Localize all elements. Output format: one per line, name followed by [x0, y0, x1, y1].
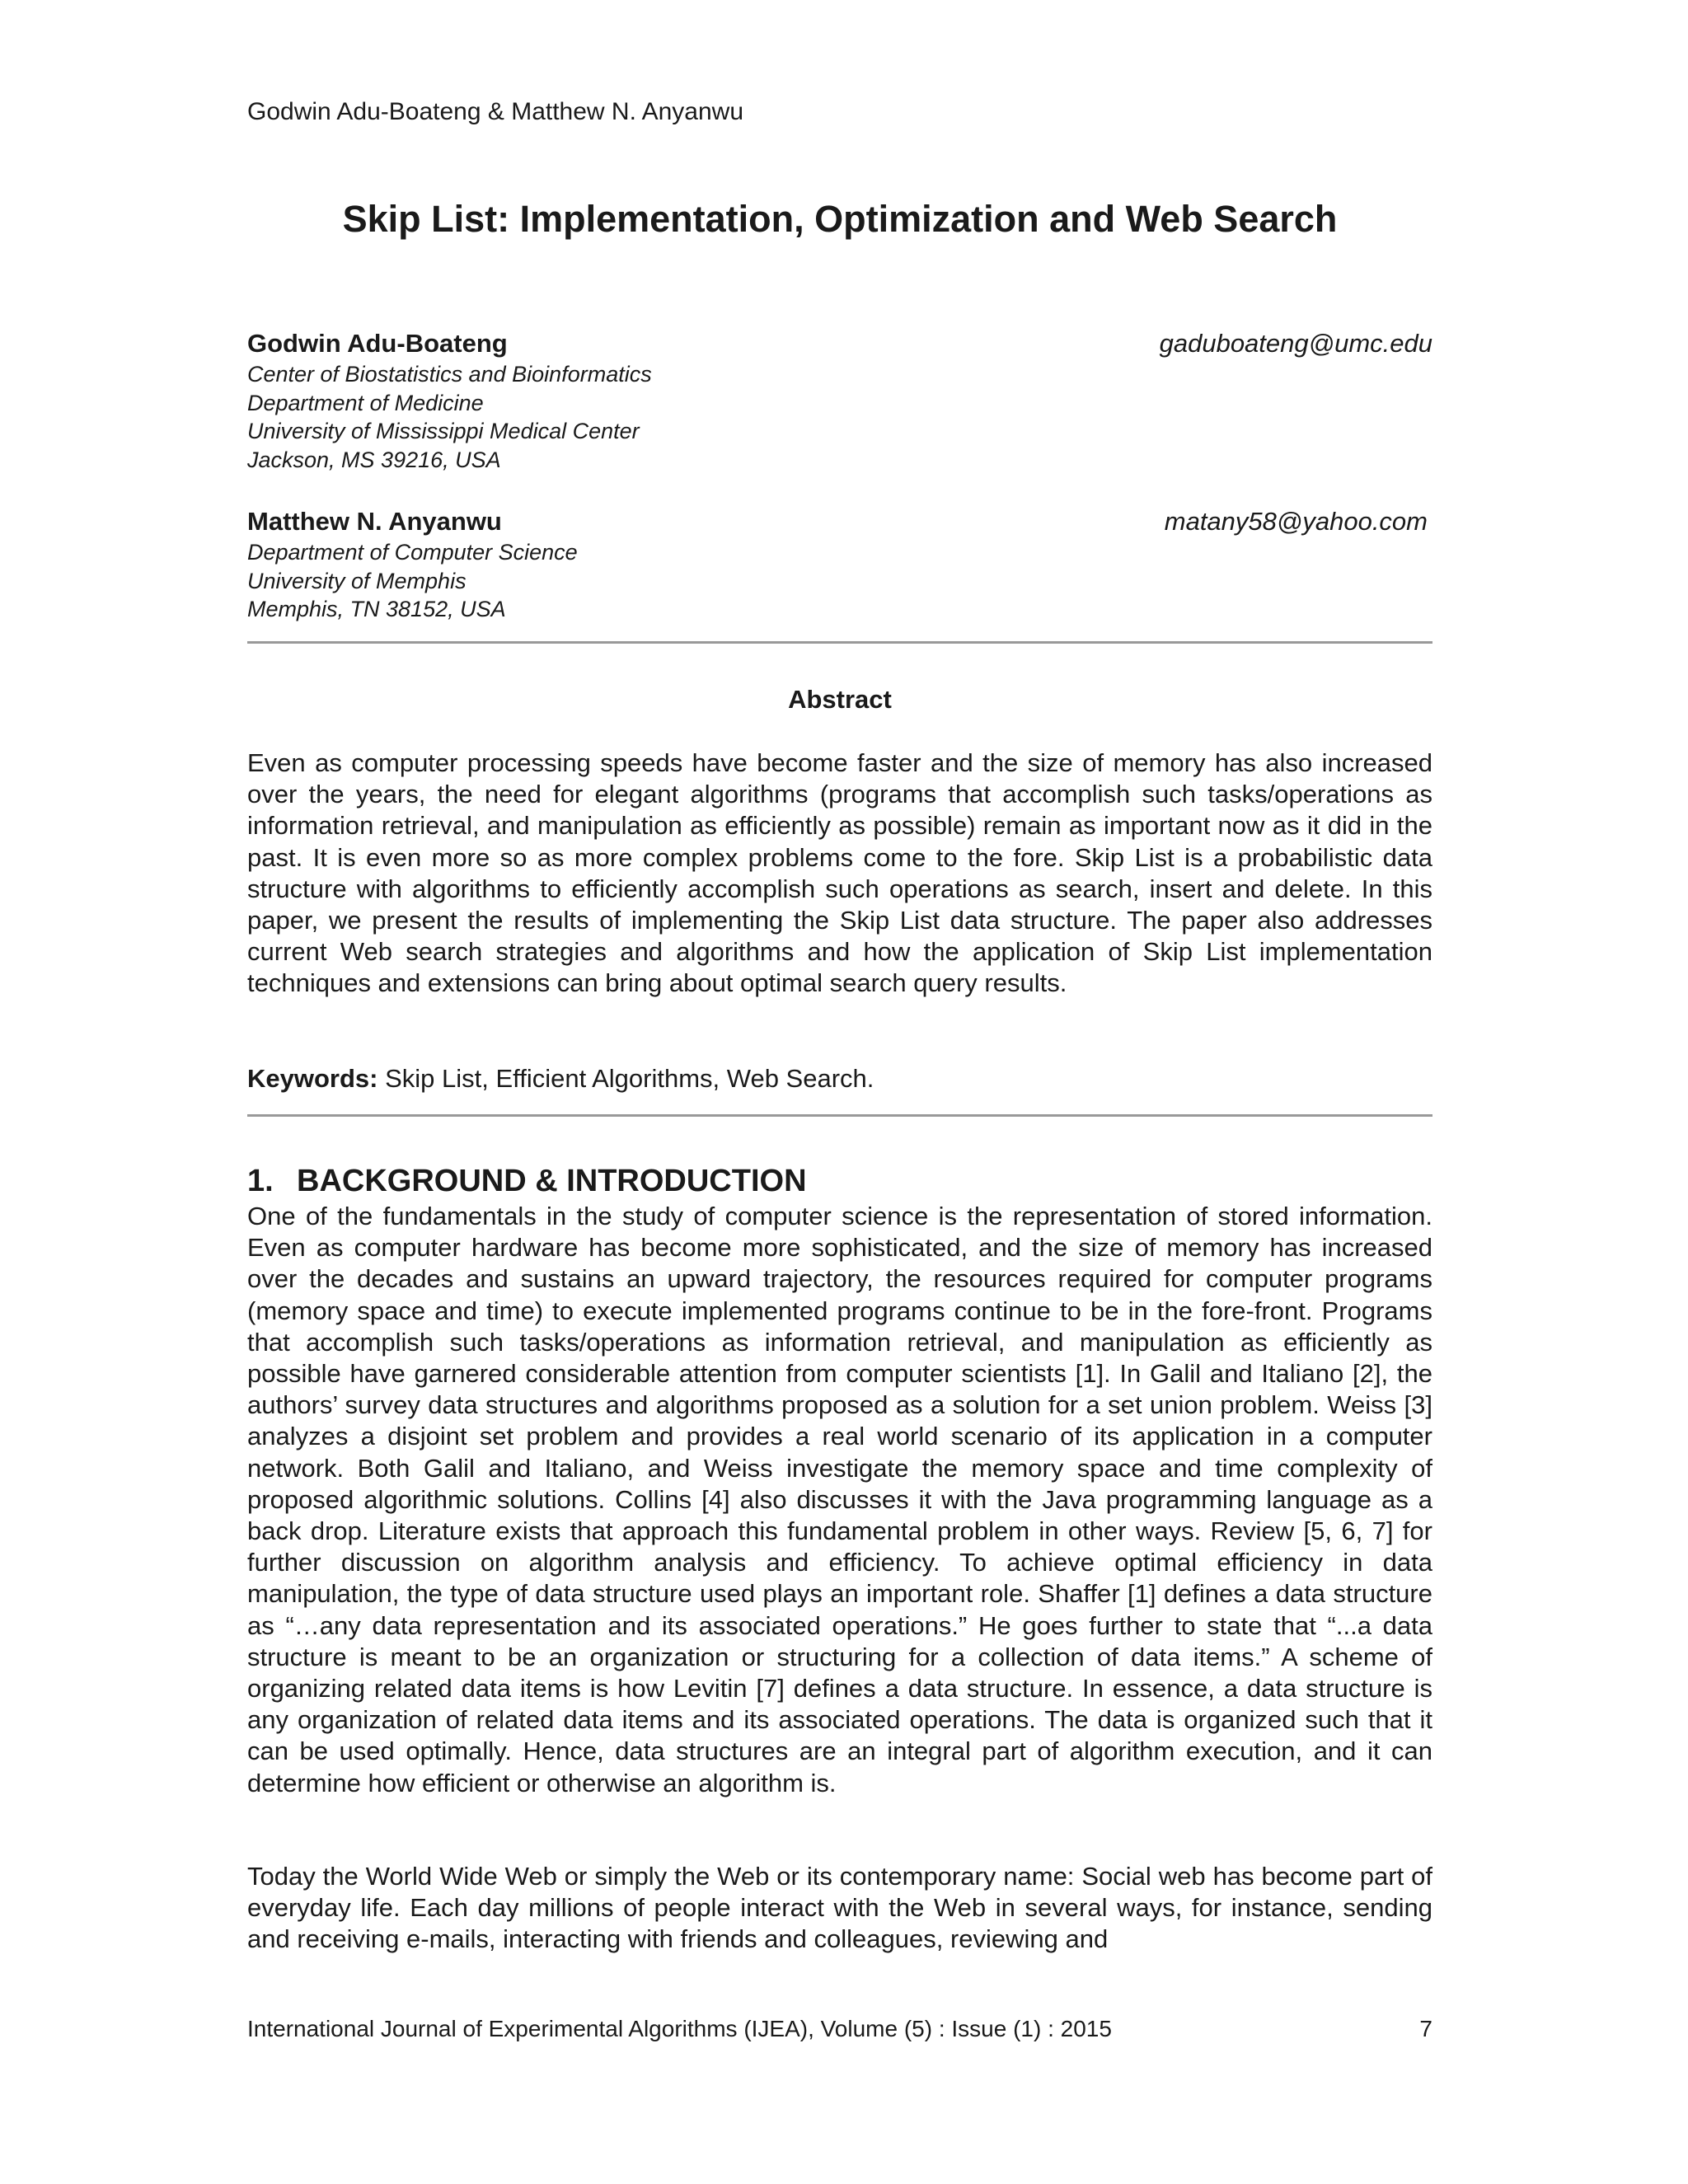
divider-rule [247, 641, 1432, 644]
author-affiliation-line: Jackson, MS 39216, USA [247, 447, 501, 472]
author-block-1 [247, 327, 1432, 474]
author-name: Godwin Adu-Boateng [247, 329, 508, 358]
author-affiliation-line: Department of Computer Science [247, 540, 578, 565]
running-header: Godwin Adu-Boateng & Matthew N. Anyanwu [247, 98, 744, 125]
section-heading [247, 1163, 807, 1199]
author-email: matany58@yahoo.com [1164, 507, 1428, 536]
author-block-2 [247, 505, 1432, 624]
paper-title: Skip List: Implementation, Optimization and Web Search [342, 198, 1338, 240]
keywords-text: Skip List, Efficient Algorithms, Web Search. [377, 1064, 874, 1093]
running-footer [247, 2015, 1432, 2043]
section-number: 1. [247, 1164, 274, 1198]
author-email: gaduboateng@umc.edu [1159, 329, 1432, 358]
author-affiliation-line: Department of Medicine [247, 390, 484, 415]
keywords-label: Keywords: [247, 1064, 378, 1093]
author-name: Matthew N. Anyanwu [247, 507, 502, 536]
author-affiliation-line: University of Mississippi Medical Center [247, 419, 640, 443]
paper-page [247, 0, 1432, 2184]
journal-citation: International Journal of Experimental Algorithms (IJEA), Volume (5) : Issue (1) : 2015 [247, 2016, 1112, 2041]
author-affiliation-line: Center of Biostatistics and Bioinformatics [247, 362, 652, 387]
body-paragraph: Today the World Wide Web or simply the Web or its contemporary name: Social web has become part of everyday life. Each day millions of people interact with the Web in several ways, for instance, sending and receiving e-mails, interacting with friends and colleagues, reviewing and [247, 1862, 1432, 1954]
abstract-body: Even as computer processing speeds have become faster and the size of memory has also increased over the years, the need for elegant algorithms (programs that accomplish such tasks/operations as information retrieval, and manipulation as efficiently as possible) remain as important now as it did in the past. It is even more so as more complex problems come to the fore. Skip List is a probabilistic data structure with algorithms to efficiently accomplish such operations as search, insert and delete. In this paper, we present the results of implementing the Skip List data structure. The paper also addresses current Web search strategies and algorithms and how the application of Skip List implementation techniques and extensions can bring about optimal search query results. [247, 748, 1432, 998]
abstract-heading: Abstract [788, 685, 892, 714]
body-paragraph: One of the fundamentals in the study of computer science is the representation of stored information. Even as computer hardware has become more sophisticated, and the size of memory has increased over the decades and sustains an upward trajectory, the resources required for computer programs (memory space and time) to execute implemented programs continue to be in the fore-front. Programs that accomplish such tasks/operations as information retrieval, and manipulation as efficiently as possible have garnered considerable attention from computer scientists [1]. In Galil and Italiano [2], the authors’ survey data structures and algorithms proposed as a solution for a set union problem. Weiss [3] analyzes a disjoint set problem and provides a real world scenario of its application in a computer network. Both Galil and Italiano, and Weiss investigate the memory space and time complexity of proposed algorithmic solutions. Collins [4] also discusses it with the Java programming language as a back drop. Literature exists that approach this fundamental problem in other ways. Review [5, 6, 7] for further discussion on algorithm analysis and efficiency. To achieve optimal efficiency in data manipulation, the type of data structure used plays an important role. Shaffer [1] defines a data structure as “…any data representation and its associated operations.” He goes further to state that “...a data structure is meant to be an organization or structuring for a collection of data items.” A scheme of organizing related data items is how Levitin [7] defines a data structure. In essence, a data structure is any organization of related data items and its associated operations. The data is organized such that it can be used optimally. Hence, data structures are an integral part of algorithm execution, and it can determine how efficient or otherwise an algorithm is. [247, 1202, 1432, 1797]
keywords [247, 1063, 1432, 1094]
page-number: 7 [1419, 2016, 1432, 2041]
author-affiliation-line: Memphis, TN 38152, USA [247, 597, 506, 621]
section-title: BACKGROUND & INTRODUCTION [297, 1164, 807, 1198]
divider-rule [247, 1114, 1432, 1117]
author-affiliation-line: University of Memphis [247, 568, 467, 593]
